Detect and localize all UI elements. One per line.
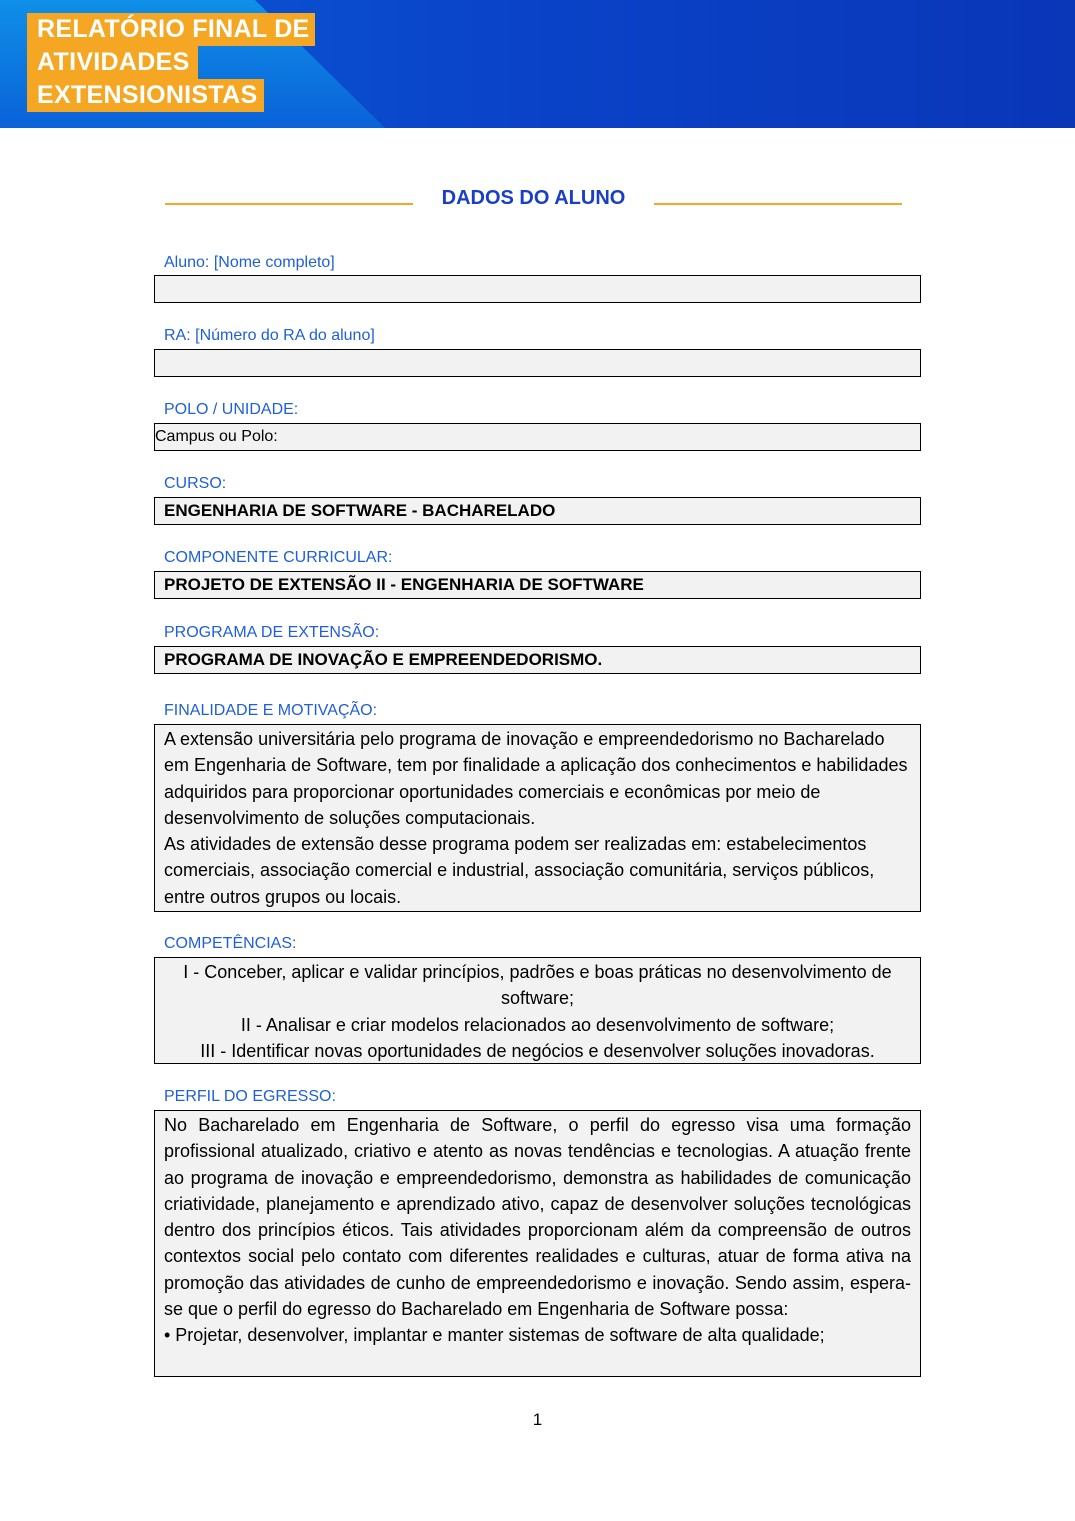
competencias-label: COMPETÊNCIAS:	[164, 935, 297, 952]
polo-field[interactable]: Campus ou Polo:	[154, 423, 921, 451]
componente-field[interactable]: PROJETO DE EXTENSÃO II - ENGENHARIA DE SOFTWARE	[154, 571, 921, 599]
programa-label: PROGRAMA DE EXTENSÃO:	[164, 624, 380, 641]
competencia-item: III - Identificar novas oportunidades de negócios e desenvolver soluções inovadoras.	[200, 1040, 875, 1061]
perfil-label: PERFIL DO EGRESSO:	[164, 1088, 336, 1105]
competencias-field[interactable]	[154, 957, 921, 1064]
finalidade-paragraph: As atividades de extensão desse programa podem ser realizadas em: estabelecimentos comerciais, associação comercial e industrial, associação comunitária, serviços públicos, entre outros grupos ou locais.	[164, 834, 875, 907]
competencia-item: II - Analisar e criar modelos relacionados ao desenvolvimento de software;	[240, 1014, 835, 1035]
report-title-line-2: ATIVIDADES	[27, 46, 198, 79]
aluno-label: Aluno: [Nome completo]	[164, 254, 335, 271]
competencia-item: I - Conceber, aplicar e validar princípios, padrões e boas práticas no desenvolvimento de software;	[183, 962, 892, 1009]
perfil-paragraph: No Bacharelado em Engenharia de Software, o perfil do egresso visa uma formação profissional atualizado, criativo e atento as novas tendências e tecnologias. A atuação frente ao programa de inovação e empreendedorismo, demonstra as habilidades de comunicação criatividade, planejamento e aprendizado ativo, capaz de desenvolver soluções tecnológicas dentro dos princípios éticos. Tais atividades proporcionam além da compreensão de outros contextos social pelo contato com diferentes realidades e culturas, atuar de forma ativa na promoção das atividades de cunho de empreendedorismo e inovação. Sendo assim, espera-se que o perfil do egresso do Bacharelado em Engenharia de Software possa:	[164, 1115, 911, 1320]
report-title-line-1: RELATÓRIO FINAL DE	[27, 13, 315, 46]
report-title-line-3: EXTENSIONISTAS	[27, 79, 264, 112]
perfil-bullet: • Projetar, desenvolver, implantar e manter sistemas de software de alta qualidade;	[164, 1325, 825, 1346]
ra-field[interactable]	[154, 349, 921, 377]
programa-field[interactable]: PROGRAMA DE INOVAÇÃO E EMPREENDEDORISMO.	[154, 646, 921, 674]
page-number: 1	[532, 1410, 543, 1429]
aluno-field[interactable]	[154, 275, 921, 303]
header-banner	[0, 0, 1075, 128]
section-rule-right	[654, 203, 902, 205]
componente-label: COMPONENTE CURRICULAR:	[164, 549, 393, 566]
section-title: DADOS DO ALUNO	[441, 187, 626, 209]
finalidade-label: FINALIDADE E MOTIVAÇÃO:	[164, 702, 378, 719]
finalidade-field[interactable]	[154, 724, 921, 912]
section-header	[165, 184, 902, 214]
ra-label: RA: [Número do RA do aluno]	[164, 327, 375, 344]
perfil-field[interactable]	[154, 1110, 921, 1377]
finalidade-paragraph: A extensão universitária pelo programa de inovação e empreendedorismo no Bacharelado em Engenharia de Software, tem por finalidade a aplicação dos conhecimentos e habilidades adquiridos para proporcionar oportunidades comerciais e econômicas por meio de desenvolvimento de soluções computacionais.	[164, 729, 908, 828]
curso-field[interactable]: ENGENHARIA DE SOFTWARE - BACHARELADO	[154, 497, 921, 525]
polo-label: POLO / UNIDADE:	[164, 401, 299, 418]
curso-label: CURSO:	[164, 475, 227, 492]
